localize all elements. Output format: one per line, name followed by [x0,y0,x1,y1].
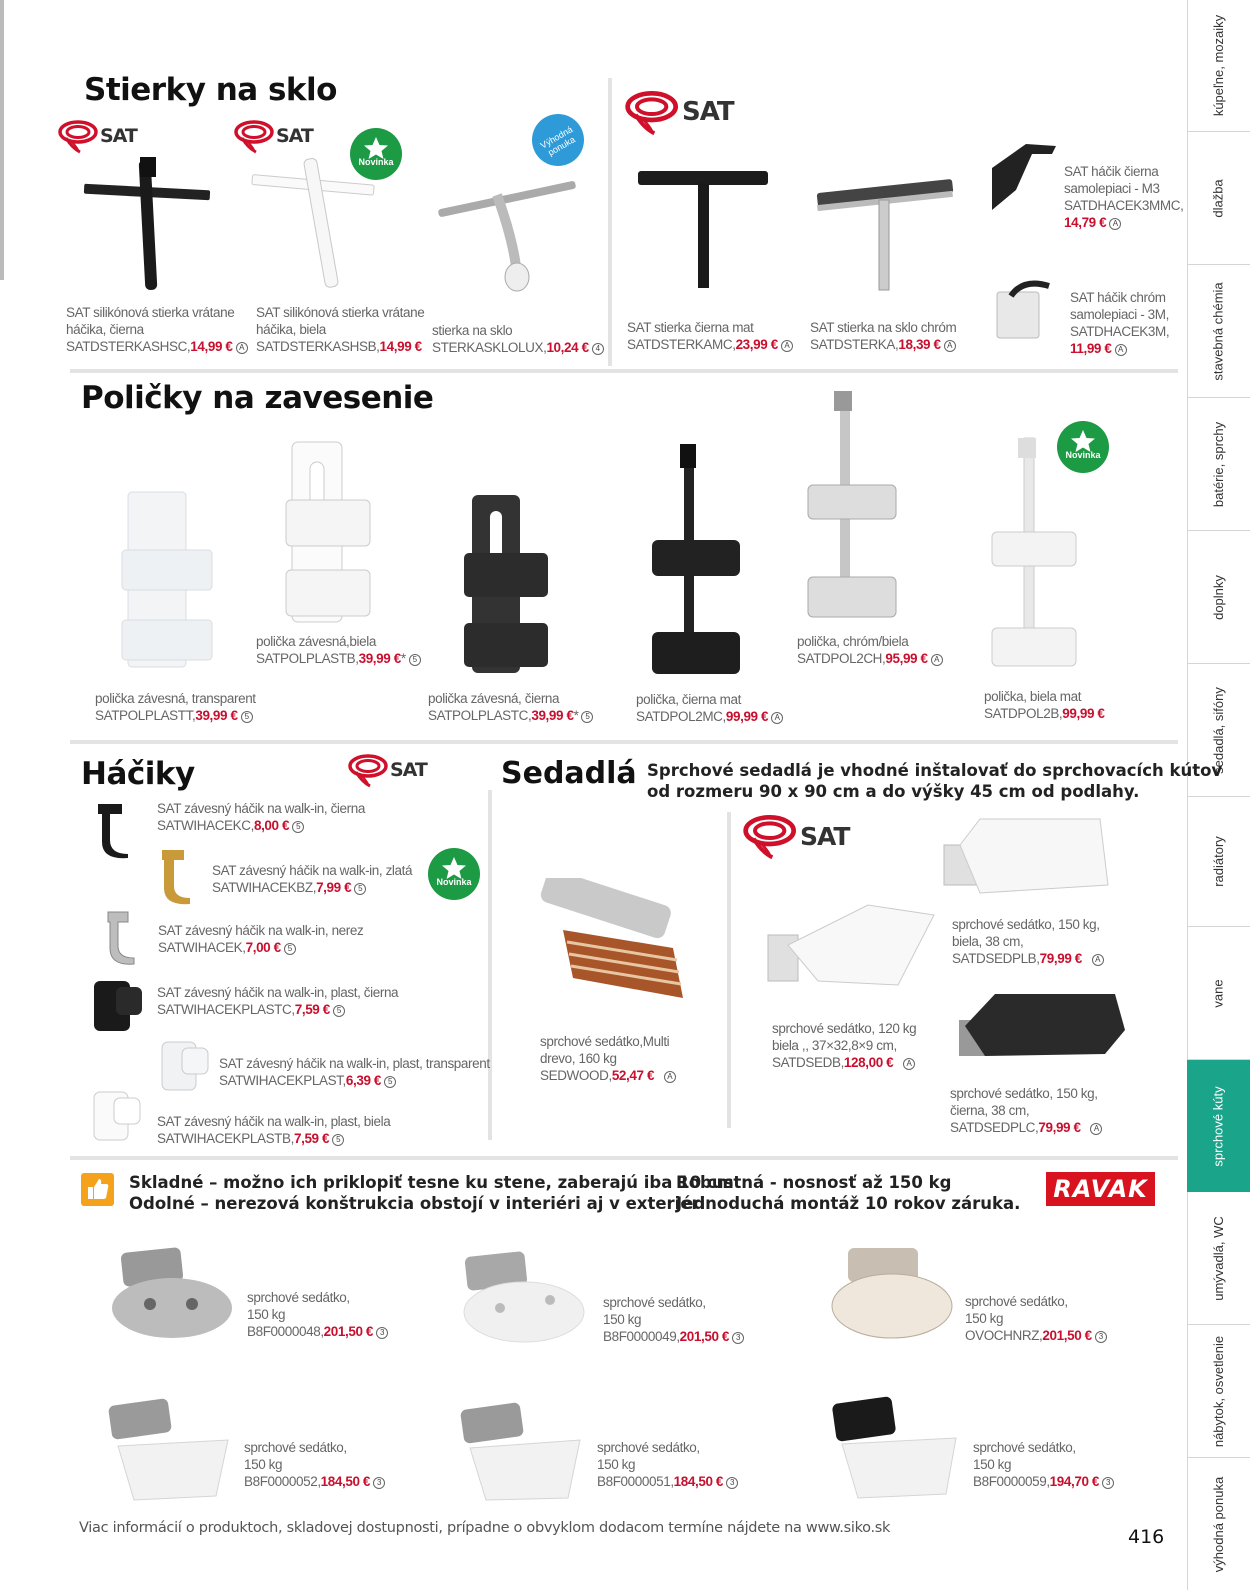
sidebar-item-vyhodna-ponuka[interactable]: výhodná ponuka [1211,1476,1227,1572]
seat-ravak-grey-image [108,1244,233,1342]
hook-walkin-plast-transparent-image [156,1036,214,1096]
seat-plastic-white-image [940,815,1115,900]
sat-logo: SAT [348,752,427,788]
product-caption: sprchové sedátko, 150 kg, čierna, 38 cm, SATDSEDPLC,79,99 € A [950,1085,1102,1136]
product-caption: sprchové sedátko, 150 kg B8F0000049,201,50 € 3 [603,1294,744,1345]
sidebar-item-dlazba[interactable]: dlažba [1187,132,1250,265]
footer-text: Viac informácií o produktoch, skladovej dostupnosti, prípadne o obvyklom dodacom termíne nájdete na www.siko.sk [79,1520,891,1536]
product-caption: polička, biela mat SATDPOL2B,99,99 € [984,689,1105,721]
product-caption: polička závesná, čierna SATPOLPLASTC,39,99 €* 5 [428,690,593,724]
sidebar-item-sedadla[interactable]: sedadlá, sifóny [1187,664,1250,797]
sat-logo: SAT [234,118,313,154]
thumbs-up-icon [81,1173,114,1206]
sedadla-note: Sprchové sedadlá je vhodné inštalovať do sprchovacích kútov od rozmeru 90 x 90 cm a do výšky 45 cm od podlahy. [647,761,1223,801]
vyhodna-ponuka-badge: Výhodná ponuka [522,104,593,175]
hook-walkin-plast-white-image [88,1086,146,1146]
squeegee-chrome-image [815,172,955,292]
section-title-sedadla: Sedadlá [501,756,637,791]
product-caption: SAT závesný háčik na walk-in, plast, čierna SATWIHACEKPLASTC,7,59 € 5 [157,985,399,1017]
sat-logo: SAT [58,118,137,154]
product-caption: sprchové sedátko, 150 kg B8F0000048,201,50 € 3 [247,1289,388,1340]
section-title-haciky: Háčiky [81,756,195,792]
page-number: 416 [1128,1526,1165,1548]
page-edge [0,0,4,280]
product-caption: SAT závesný háčik na walk-in, čierna SATWIHACEKC,8,00 € 5 [157,801,365,833]
sidebar-item-nabytok[interactable]: nábytok, osvetlenie [1187,1325,1250,1458]
product-caption: SAT háčik chróm samolepiaci - 3M, SATDHACEK3M, 11,99 € A [1070,290,1170,356]
section-title-policky: Poličky na zavesenie [81,380,434,416]
hook-walkin-black-image [94,800,134,860]
product-caption: SAT závesný háčik na walk-in, nerez SATWIHACEK,7,00 € 5 [158,923,364,955]
seat-ravak-square-image [456,1400,586,1504]
product-caption: SAT silikónová stierka vrátane háčika, biela SATDSTERKASHSB,14,99 € [256,305,425,354]
squeegee-mat-image [636,165,771,290]
product-caption: polička, čierna mat SATDPOL2MC,99,99 € A [636,691,783,725]
product-caption: SAT silikónová stierka vrátane háčika, čierna SATDSTERKASHSC,14,99 € A [66,304,248,355]
sat-logo: SAT [624,88,734,136]
divider [608,78,612,366]
sidebar-item-baterie[interactable]: batérie, sprchy [1187,398,1250,531]
squeegee-white-image [250,150,380,295]
product-caption: sprchové sedátko, 150 kg B8F0000052,184,50 € 3 [244,1439,385,1490]
product-caption: sprchové sedátko, 150 kg, biela, 38 cm, SATDSEDPLB,79,99 € A [952,916,1104,967]
hook-chrome-image [993,278,1053,342]
product-caption: sprchové sedátko, 150 kg OVOCHNRZ,201,50 € 3 [965,1293,1107,1344]
seat-ravak-ovo-image [828,1244,958,1342]
ravak-info-left: Skladné – možno ich priklopiť tesne ku stene, zaberajú iba 10 cm Odolné – nerezová konštrukcia obstojí v interiéri aj v exteriéri [129,1173,734,1213]
product-caption: sprchové sedátko, 120 kg biela ,, 37×32,8×9 cm, SATDSEDB,128,00 € A [772,1021,917,1070]
seat-ravak-white-image [460,1248,585,1346]
hook-black-image [986,140,1058,214]
divider [70,1156,1178,1160]
section-title-stierky: Stierky na sklo [84,72,337,108]
divider [727,812,731,1128]
sidebar-item-radiatory[interactable]: radiátory [1187,797,1250,927]
product-caption: polička závesná,biela SATPOLPLASTB,39,99 €* 5 [256,633,421,667]
product-caption: polička, chróm/biela SATDPOL2CH,95,99 € A [797,633,943,667]
product-caption: SAT závesný háčik na walk-in, plast, biela SATWIHACEKPLASTB,7,59 € 5 [157,1114,391,1146]
novinka-badge: Novinka [350,128,402,180]
product-caption: SAT závesný háčik na walk-in, zlatá SATWIHACEKBZ,7,99 € 5 [212,863,413,895]
shelf-transparent-image [118,490,216,675]
sidebar-item-sprchove-kuty[interactable]: sprchové kúty [1187,1060,1250,1192]
sidebar-item-vane[interactable]: vane [1187,927,1250,1060]
seat-plastic-black-image [955,990,1130,1065]
product-caption: SAT stierka na sklo chróm SATDSTERKA,18,39 € A [810,320,957,352]
sidebar-item-doplnky[interactable]: doplnky [1187,531,1250,664]
divider [70,740,1178,744]
ravak-logo: RAVAK [1046,1172,1155,1206]
seat-sat-white-image [748,885,938,995]
product-caption: sprchové sedátko, 150 kg B8F0000051,184,50 € 3 [597,1439,738,1490]
seat-ravak-black-image [828,1394,963,1502]
seat-wood-image [533,878,701,1018]
squeegee-lux-image [435,165,580,295]
divider [70,369,1178,373]
seat-ravak-square-image [104,1396,234,1504]
shelf-chrome-image [806,385,898,625]
hook-walkin-gold-image [158,846,194,908]
sat-logo: SAT [742,812,849,860]
sidebar-item-stavebna-chemia[interactable]: stavebná chémia [1187,265,1250,398]
product-caption: sprchové sedátko, 150 kg B8F0000059,194,70 € 3 [973,1439,1114,1490]
novinka-badge: Novinka [1057,421,1109,473]
product-caption: SAT háčik čierna samolepiaci - M3 SATDHACEK3MMC, 14,79 € A [1064,164,1184,230]
hook-walkin-steel-image [102,908,138,966]
squeegee-black-image [82,155,212,295]
shelf-white-mat-image [990,432,1080,672]
sidebar-item-kupelne[interactable]: kúpeľne, mozaiky [1187,0,1250,132]
product-caption: stierka na sklo STERKASKLOLUX,10,24 € 4 [432,322,604,356]
product-caption: sprchové sedátko,Multi drevo, 160 kg SEDWOOD,52,47 € A [540,1033,676,1084]
hook-walkin-plast-black-image [86,973,150,1037]
shelf-white-image [282,440,374,625]
ravak-info-right: Robustná - nosnosť až 150 kg Jednoduchá montáž 10 rokov záruka. [676,1173,1021,1213]
product-caption: SAT závesný háčik na walk-in, plast, transparent SATWIHACEKPLAST,6,39 € 5 [219,1056,490,1088]
product-caption: polička závesná, transparent SATPOLPLASTT,39,99 € 5 [95,691,256,723]
sidebar-item-umyvadla[interactable]: umývadlá, WC [1187,1192,1250,1325]
novinka-badge: Novinka [428,848,480,900]
shelf-black-image [460,493,552,678]
shelf-black-mat-image [650,440,742,680]
product-caption: SAT stierka čierna mat SATDSTERKAMC,23,99 € A [627,319,793,353]
